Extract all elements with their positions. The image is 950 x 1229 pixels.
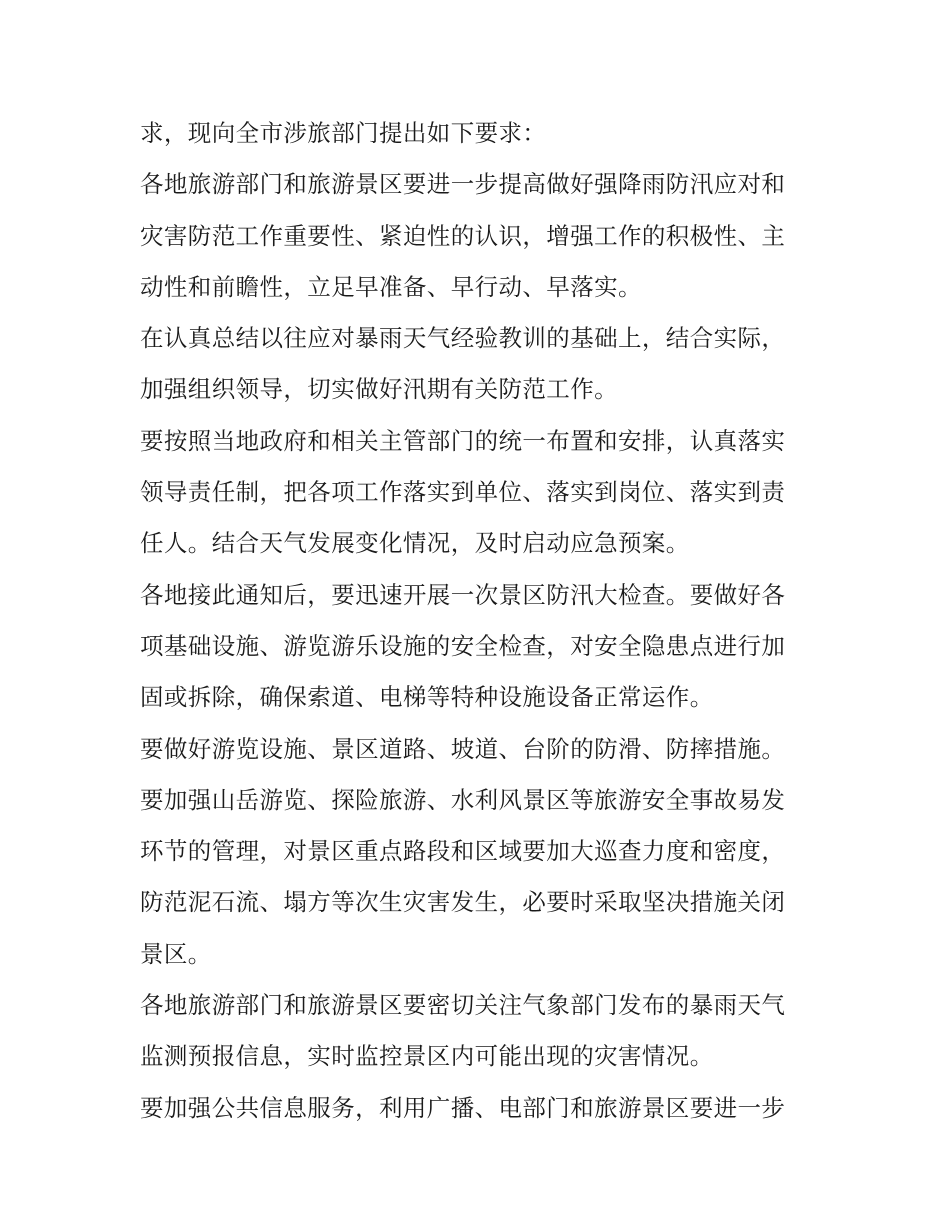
text-line: 各地接此通知后，要迅速开展一次景区防汛大检查。要做好各	[140, 580, 786, 609]
text-line: 要按照当地政府和相关主管部门的统一布置和安排，认真落实	[140, 426, 786, 455]
text-line: 项基础设施、游览游乐设施的安全检查，对安全隐患点进行加	[140, 631, 786, 660]
text-line: 在认真总结以往应对暴雨天气经验教训的基础上，结合实际，	[140, 324, 786, 353]
text-line: 动性和前瞻性，立足早准备、早行动、早落实。	[140, 272, 642, 301]
text-line: 加强组织领导，切实做好汛期有关防范工作。	[140, 375, 618, 404]
text-line: 要加强公共信息服务，利用广播、电部门和旅游景区要进一步	[140, 1093, 786, 1122]
text-line: 求，现向全市涉旅部门提出如下要求：	[140, 119, 547, 147]
text-line: 要做好游览设施、景区道路、坡道、台阶的防滑、防摔措施。	[140, 734, 786, 763]
text-line: 各地旅游部门和旅游景区要密切关注气象部门发布的暴雨天气	[140, 991, 786, 1020]
text-line: 监测预报信息，实时监控景区内可能出现的灾害情况。	[140, 1042, 714, 1071]
text-line: 景区。	[140, 939, 212, 968]
text-line: 固或拆除，确保索道、电梯等特种设施设备正常运作。	[140, 683, 714, 712]
text-line: 领导责任制，把各项工作落实到单位、落实到岗位、落实到责	[140, 478, 786, 507]
text-line: 灾害防范工作重要性、紧迫性的认识，增强工作的积极性、主	[140, 221, 786, 250]
text-line: 任人。结合天气发展变化情况，及时启动应急预案。	[140, 529, 690, 558]
text-line: 防范泥石流、塌方等次生灾害发生，必要时采取坚决措施关闭	[140, 888, 786, 917]
text-line: 要加强山岳游览、探险旅游、水利风景区等旅游安全事故易发	[140, 785, 786, 814]
text-line: 环节的管理，对景区重点路段和区域要加大巡查力度和密度，	[140, 837, 786, 866]
body-text	[140, 108, 820, 1134]
text-line: 各地旅游部门和旅游景区要进一步提高做好强降雨防汛应对和	[140, 170, 786, 199]
